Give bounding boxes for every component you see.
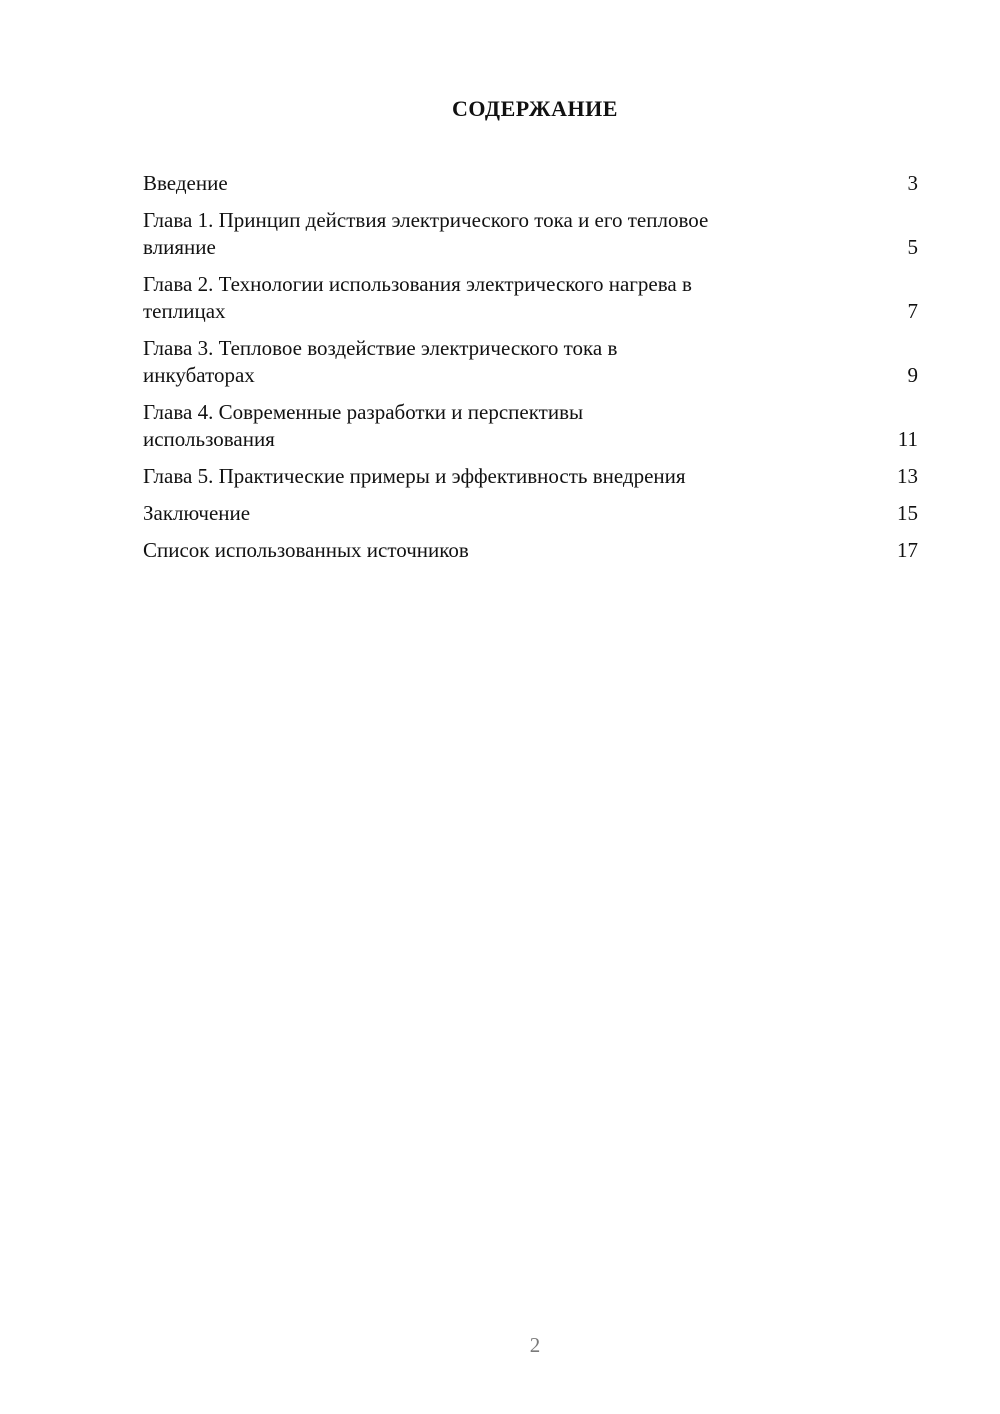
toc-entry-chapter-3 [143,335,918,389]
toc-entry-text [143,399,888,453]
toc-page-number: 15 [897,501,918,525]
toc-entry-text [143,170,888,197]
toc-entry-text [143,500,888,527]
toc-entry-conclusion [143,500,918,527]
toc-page-number: 9 [907,363,918,387]
toc-entry-line: Глава 1. Принцип действия электрического тока и его тепловое [143,208,709,232]
toc-entry-line: инкубаторах [143,363,255,387]
toc-page-number: 13 [897,464,918,488]
toc-entry-text [143,537,888,564]
toc-entry-line: теплицах [143,299,226,323]
toc-page-number: 17 [897,538,918,562]
toc-entry-line: Список использованных источников [143,538,469,562]
toc-entry-introduction [143,170,918,197]
toc-entry-line: Глава 5. Практические примеры и эффективность внедрения [143,464,686,488]
toc-entry-chapter-1 [143,207,918,261]
toc-entry-line: Глава 4. Современные разработки и перспективы [143,400,584,424]
toc-entry-line: Глава 2. Технологии использования электрического нагрева в [143,272,692,296]
toc-entry-chapter-2 [143,271,918,325]
toc-entry-text [143,463,888,490]
toc-entry-line: Заключение [143,501,251,525]
table-of-contents [143,170,918,574]
toc-entry-text [143,335,888,389]
page-title: СОДЕРЖАНИЕ [452,96,618,121]
toc-page-number: 3 [907,171,918,195]
toc-page-number: 7 [907,299,918,323]
toc-entry-line: использования [143,427,275,451]
toc-entry-line: влияние [143,235,216,259]
toc-page-number: 5 [907,235,918,259]
toc-entry-line: Введение [143,171,228,195]
toc-entry-chapter-5 [143,463,918,490]
toc-entry-text [143,207,888,261]
toc-entry-chapter-4 [143,399,918,453]
toc-entry-text [143,271,888,325]
page-number: 2 [529,1333,541,1357]
toc-entry-references [143,537,918,564]
toc-page-number: 11 [897,427,918,451]
toc-entry-line: Глава 3. Тепловое воздействие электрического тока в [143,336,618,360]
